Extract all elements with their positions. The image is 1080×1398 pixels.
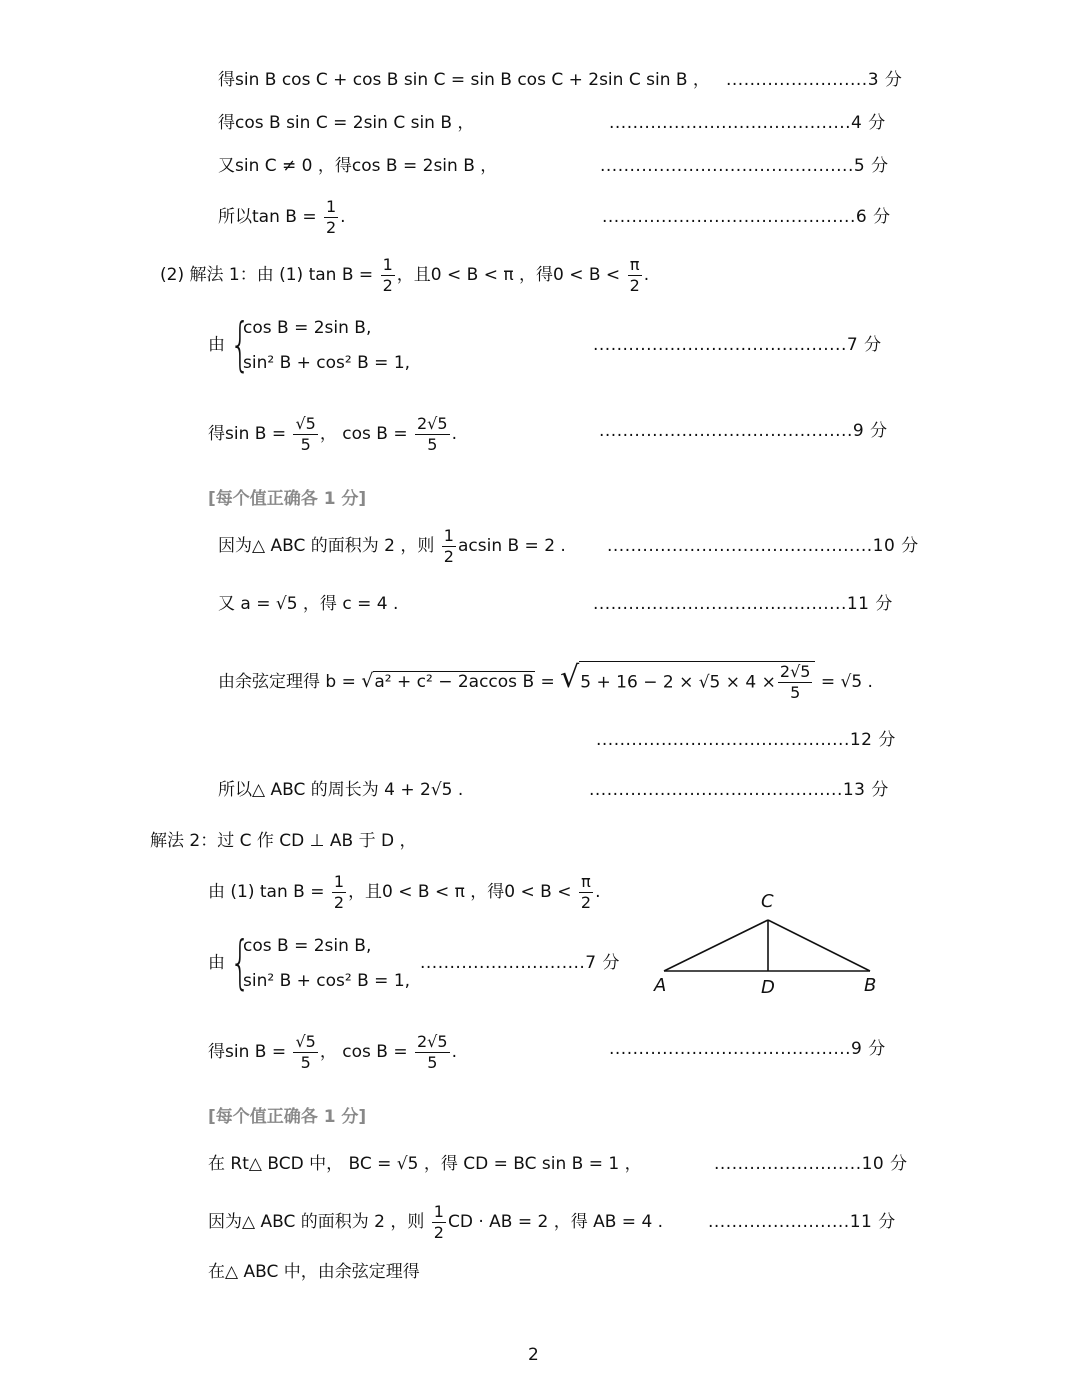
area-formula: acsin B = 2 . bbox=[457, 536, 566, 556]
label-B: B bbox=[864, 975, 877, 996]
fraction-sinB-2: $\frac{√5}{5}$ bbox=[295, 1031, 316, 1072]
system-eq-1b: sin² B + cos² B = 1, bbox=[243, 353, 411, 373]
score-6: ...........................................6 分 bbox=[602, 207, 891, 227]
cosine-law-line: 由余弦定理得 b = √a² + c² − 2accos B = √5 + 16 − 2 × √5 × 4 × $\frac{2√5}{5}$ = √5 . bbox=[218, 648, 873, 712]
method2-score-9: .........................................9 分 bbox=[609, 1039, 886, 1059]
radical-1: √a² + c² − 2accos B bbox=[361, 670, 535, 692]
grading-note-1: [每个值正确各 1 分] bbox=[208, 489, 367, 509]
score-9: ...........................................9 分 bbox=[599, 421, 888, 441]
perimeter-line: 所以△ ABC 的周长为 4 + 2√5 . bbox=[218, 780, 464, 800]
fraction-cosB: $\frac{2√5}{5}$ bbox=[417, 413, 448, 454]
score-11: ...........................................11 分 bbox=[593, 594, 893, 614]
cosB-label: ， cos B = bbox=[319, 424, 408, 444]
step-line-2: 得cos B sin C = 2sin C sin B ， bbox=[218, 113, 475, 133]
page-number: 2 bbox=[528, 1345, 539, 1365]
label-C: C bbox=[761, 891, 774, 912]
step-line-3: 又sin C ≠ 0 ，得cos B = 2sin B ， bbox=[218, 156, 498, 176]
fraction-half-3: $\frac{1}{2}$ bbox=[443, 525, 454, 566]
fraction-half-2: $\frac{1}{2}$ bbox=[382, 254, 393, 295]
sinB-label: 得sin B = bbox=[208, 424, 287, 444]
fraction-cosB-2: $\frac{2√5}{5}$ bbox=[417, 1031, 448, 1072]
a-value-line: 又 a = √5 ，得 c = 4 . bbox=[218, 594, 399, 614]
radical-2: √5 + 16 − 2 × √5 × 4 × $\frac{2√5}{5}$ bbox=[560, 648, 815, 712]
system-label-2: 由 bbox=[208, 953, 225, 973]
system-eq-2b: sin² B + cos² B = 1, bbox=[243, 971, 411, 991]
method2-range-line: 由 (1) tan B = $\frac{1}{2}$ ，且0 < B < π ，得0 < B < $\frac{\pi}{2}$ . bbox=[208, 871, 601, 912]
method2-score-7: ............................7 分 bbox=[420, 953, 621, 973]
rt-triangle-line: 在 Rt△ BCD 中， BC = √5 ，得 CD = BC sin B = 1 ， bbox=[208, 1154, 642, 1174]
cosine-law-label: 由余弦定理得 b = bbox=[218, 672, 356, 692]
fraction-half: $\frac{1}{2}$ bbox=[325, 196, 337, 237]
brace-2: { bbox=[230, 928, 251, 996]
step-line-4: 所以tan B = $\frac{1}{2}$ . bbox=[218, 196, 346, 237]
method2-score-11: ........................11 分 bbox=[708, 1212, 896, 1232]
score-12: ...........................................12 分 bbox=[596, 730, 896, 750]
side-CB bbox=[768, 920, 870, 971]
score-4: .........................................4 分 bbox=[609, 113, 886, 133]
triangle-figure bbox=[640, 885, 890, 1000]
side-AC bbox=[664, 920, 768, 971]
fraction-half-5: $\frac{1}{2}$ bbox=[433, 1201, 444, 1242]
area-line bbox=[218, 522, 566, 570]
label-D: D bbox=[761, 977, 775, 998]
final-line: 在△ ABC 中，由余弦定理得 bbox=[208, 1262, 420, 1282]
system-eq-1a: cos B = 2sin B, bbox=[243, 318, 372, 338]
method2-score-10: .........................10 分 bbox=[714, 1154, 908, 1174]
area-line-2: 因为△ ABC 的面积为 2 ，则 $\frac{1}{2}$ CD · AB = 2 ，得 AB = 4 . bbox=[208, 1201, 664, 1242]
values-line-2: 得sin B = $\frac{√5}{5}$ ， cos B = $\frac{2√5}{5}$ . bbox=[208, 1031, 457, 1072]
area-label: 因为△ ABC 的面积为 2 ，则 bbox=[218, 536, 435, 556]
fraction-sinB: $\frac{√5}{5}$ bbox=[295, 413, 316, 454]
step-line-1: 得sin B cos C + cos B sin C = sin B cos C + 2sin C sin B ， bbox=[218, 70, 710, 90]
grading-note-2: [每个值正确各 1 分] bbox=[208, 1107, 367, 1127]
fraction-pi-half: $\frac{\pi}{2}$ bbox=[629, 254, 640, 295]
values-line-1: 得sin B = $\frac{√5}{5}$ ， cos B = $\frac{2√5}{5}$ . bbox=[208, 413, 457, 454]
score-7: ...........................................7 分 bbox=[593, 335, 882, 355]
system-label-1: 由 bbox=[208, 335, 225, 355]
score-3: ........................3 分 bbox=[726, 70, 903, 90]
fraction-pi-half-2: $\frac{\pi}{2}$ bbox=[580, 871, 592, 912]
system-eq-2a: cos B = 2sin B, bbox=[243, 936, 372, 956]
score-5: ...........................................5 分 bbox=[600, 156, 889, 176]
brace-1: { bbox=[230, 310, 251, 378]
cosine-law-result: = √5 . bbox=[820, 672, 873, 692]
score-10: .............................................10 分 bbox=[607, 536, 919, 556]
score-13: ...........................................13 分 bbox=[589, 780, 889, 800]
part2-header: (2) 解法 1：由 (1) tan B = $\frac{1}{2}$ ，且0 < B < π ，得0 < B < $\frac{\pi}{2}$ . bbox=[160, 254, 650, 295]
fraction-half-4: $\frac{1}{2}$ bbox=[333, 871, 345, 912]
part2-label: (2) 解法 1：由 (1) tan B = bbox=[160, 265, 374, 285]
label-A: A bbox=[654, 975, 667, 996]
method2-tan-label: 由 (1) tan B = bbox=[208, 882, 325, 902]
tanB-label: 所以tan B = bbox=[218, 207, 317, 227]
method2-header: 解法 2：过 C 作 CD ⊥ AB 于 D ， bbox=[150, 831, 417, 851]
part2-range: ，且0 < B < π ，得0 < B < bbox=[396, 265, 621, 285]
